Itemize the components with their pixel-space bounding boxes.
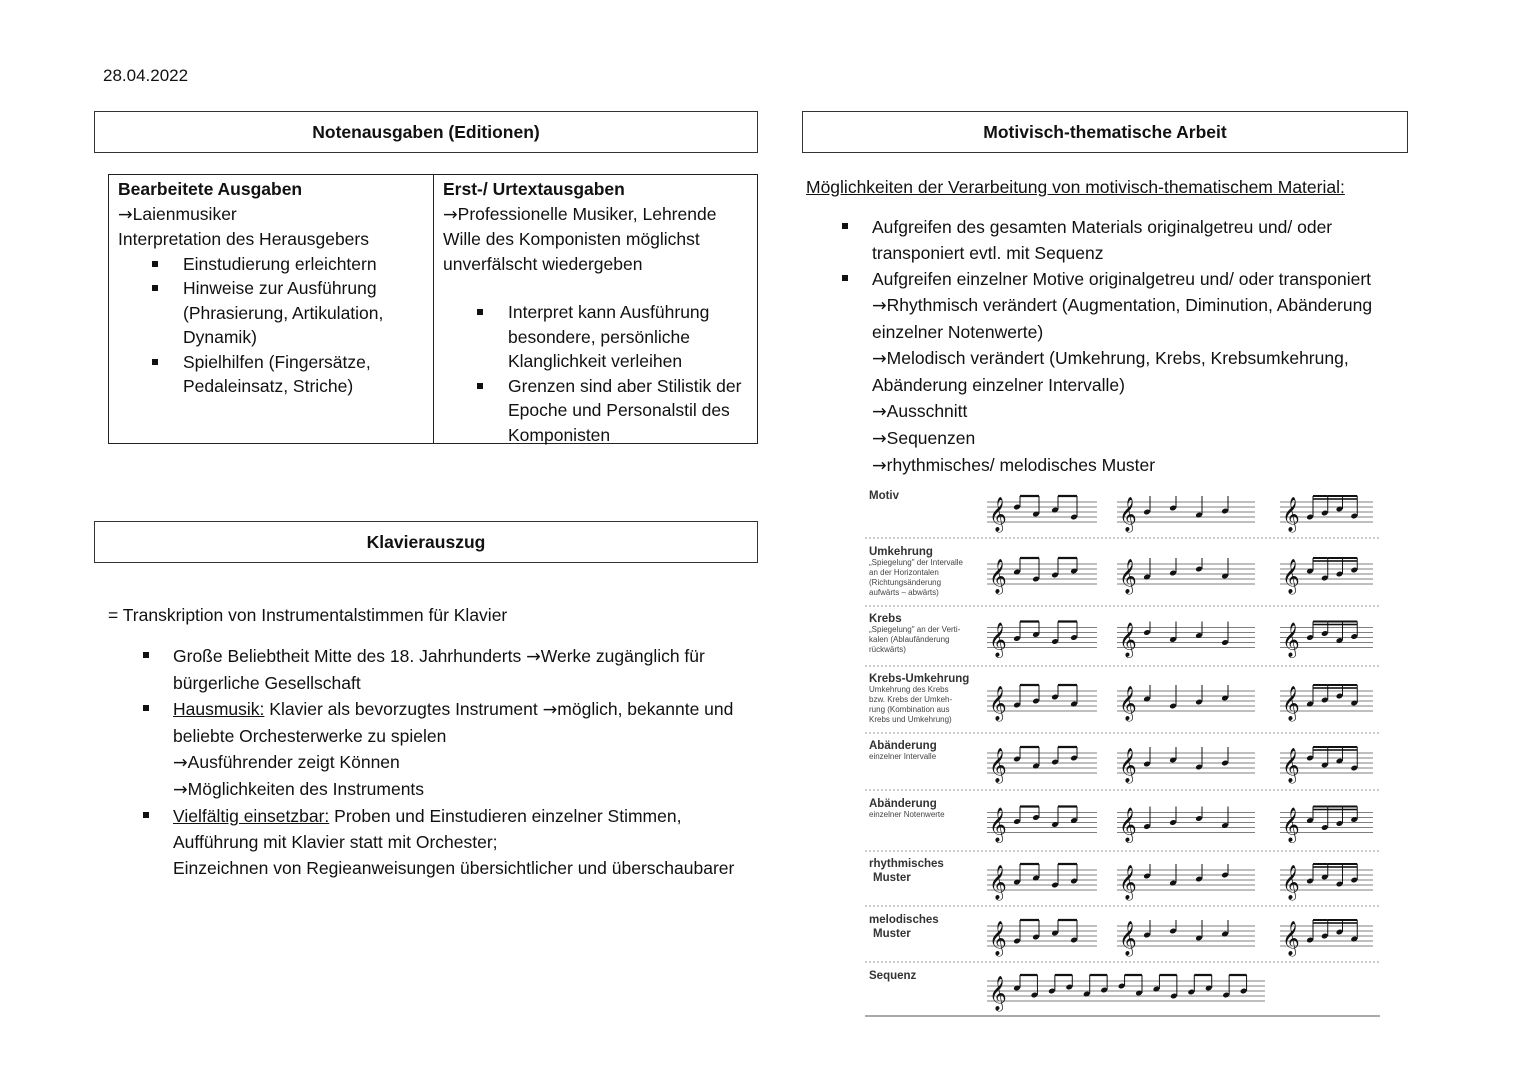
editions-title: Notenausgaben (Editionen) [312,121,540,142]
music-row-label: Abänderung [869,798,937,810]
motivisch-title: Motivisch-thematische Arbeit [983,121,1227,142]
list-item: Vielfältig einsetzbar: Proben und Einstudieren einzelner Stimmen, Aufführung mit Klavier statt mit Orchester; Einzeichnen von Regieanweisungen übersichtlicher und überschaubarer [108,803,768,881]
music-row-sublabel: aufwärts – abwärts) [869,588,939,597]
treble-clef-icon: 𝄞 [1119,559,1137,594]
music-example-row [865,740,1380,790]
list-item: Spielhilfen (Fingersätze, Pedaleinsatz, Striche) [118,350,424,399]
editions-title-box [94,111,758,153]
music-row-sublabel: bzw. Krebs der Umkeh- [869,695,953,704]
treble-clef-icon: 𝄞 [1119,748,1137,783]
music-row-sublabel: an der Horizontalen [869,568,939,577]
klavierauszug-title: Klavierauszug [366,531,486,552]
sub-item: →Sequenzen [872,428,976,449]
edited-editions-audience: →Laienmusiker [118,203,237,225]
urtext-editions-heading: Erst-/ Urtextausgaben [443,179,625,199]
music-row-sublabel: rückwärts) [869,645,906,654]
music-staff [987,622,1097,659]
music-example-row [865,613,1380,666]
music-staff [987,807,1097,844]
klavierauszug-title-box [94,521,758,563]
music-staff [987,685,1097,722]
music-staff [1280,920,1373,957]
list-item: Große Beliebtheit Mitte des 18. Jahrhunderts →Werke zugänglich für bürgerliche Gesellschaft [108,643,768,696]
music-row-sublabel: Krebs und Umkehrung) [869,715,952,724]
motivisch-heading: Möglichkeiten der Verarbeitung von motivisch-thematischem Material: [806,177,1345,197]
music-row-label: Krebs-Umkehrung [869,673,970,685]
treble-clef-icon: 𝄞 [989,807,1007,843]
sub-item: →Melodisch verändert (Umkehrung, Krebs, Krebsumkehrung, Abänderung einzelner Intervalle) [872,348,1349,395]
klavierauszug-bullets [108,643,768,881]
music-examples-figure [865,485,1385,1020]
music-row-sublabel: einzelner Notenwerte [869,810,945,819]
arrow-icon: → [872,429,887,449]
music-row-label: Umkehrung [869,546,933,558]
editions-table [108,174,758,444]
arrow-icon: → [872,402,887,422]
music-example-row [865,490,1380,538]
klavierauszug-content [108,602,768,881]
klavierauszug-definition: = Transkription von Instrumentalstimmen für Klavier [108,605,508,625]
treble-clef-icon: 𝄞 [1282,497,1300,532]
music-staff [1117,496,1255,533]
music-staff [1117,558,1255,595]
treble-clef-icon: 𝄞 [989,497,1007,532]
music-staff [1280,496,1373,533]
treble-clef-icon: 𝄞 [989,921,1007,956]
music-staff [1280,558,1373,595]
music-staff [1117,920,1255,957]
music-row-sublabel: einzelner Intervalle [869,752,937,761]
music-row-label: Muster [873,872,911,884]
music-staff [987,747,1097,784]
arrow-icon: → [173,780,188,800]
music-staff [1280,747,1373,784]
music-staff [1117,685,1255,722]
treble-clef-icon: 𝄞 [1282,686,1300,721]
urtext-editions-line: Wille des Komponisten möglichst unverfälscht wiedergeben [443,229,700,274]
edited-editions-line: Interpretation des Herausgebers [118,229,369,249]
music-staff [1117,864,1255,901]
treble-clef-icon: 𝄞 [1119,865,1137,900]
arrow-icon: → [542,700,558,720]
list-item: Aufgreifen des gesamten Materials originalgetreu und/ oder transponiert evtl. mit Sequenz [806,214,1426,266]
motivisch-content [806,174,1426,479]
treble-clef-icon: 𝄞 [989,686,1007,721]
music-staff [1280,807,1373,844]
music-example-row [865,673,1380,733]
music-row-label: melodisches [869,914,939,926]
music-staff [987,558,1097,595]
list-item: Grenzen sind aber Stilistik der Epoche und Personalstil des Komponisten [443,374,748,448]
treble-clef-icon: 𝄞 [989,976,1007,1011]
music-example-row [865,914,1380,962]
music-staff [987,864,1097,901]
music-staff [1280,864,1373,901]
music-staff [1280,622,1373,659]
sub-item: →Rhythmisch verändert (Augmentation, Diminution, Abänderung einzelner Notenwerte) [872,295,1373,342]
arrow-icon: → [443,204,458,225]
music-row-label: Muster [873,928,911,940]
list-item: Einstudierung erleichtern [118,252,424,277]
edited-editions-heading: Bearbeitete Ausgaben [118,179,303,199]
music-staff [987,975,1265,1012]
motivisch-bullets [806,214,1426,479]
list-item: Interpret kann Ausführung besondere, persönliche Klanglichkeit verleihen [443,300,748,374]
treble-clef-icon: 𝄞 [989,622,1007,658]
arrow-icon: → [526,647,541,667]
treble-clef-icon: 𝄞 [1282,807,1300,843]
treble-clef-icon: 𝄞 [1119,622,1137,658]
music-row-sublabel: Umkehrung des Krebs [869,685,949,694]
treble-clef-icon: 𝄞 [1282,921,1300,956]
treble-clef-icon: 𝄞 [989,865,1007,900]
arrow-icon: → [173,753,188,773]
sub-item: →Ausschnitt [872,401,968,422]
treble-clef-icon: 𝄞 [1282,559,1300,594]
list-item: Aufgreifen einzelner Motive originalgetreu und/ oder transponiert →Rhythmisch verändert (Augmentation, Diminution, Abänderung einzelner Notenwerte) →Melodisch verändert (Umkehrung, Krebs, Krebsumkehrung, Abänderung einzelner Intervalle) →Ausschnitt →Sequenzen →rhythmisches/ melodisches Muster [806,266,1426,479]
music-row-sublabel: (Richtungsänderung [869,578,942,587]
treble-clef-icon: 𝄞 [1282,748,1300,783]
arrow-icon: → [872,456,887,476]
music-staff [987,920,1097,957]
music-staff [1117,747,1255,784]
treble-clef-icon: 𝄞 [1119,807,1137,843]
treble-clef-icon: 𝄞 [1119,686,1137,721]
treble-clef-icon: 𝄞 [1119,921,1137,956]
music-row-sublabel: rung (Kombination aus [869,705,950,714]
music-row-label: rhythmisches [869,858,944,870]
treble-clef-icon: 𝄞 [989,748,1007,783]
music-example-row [865,546,1380,606]
music-notation-svg [865,485,1385,1020]
arrow-icon: → [118,204,133,225]
music-staff [987,496,1097,533]
treble-clef-icon: 𝄞 [1119,497,1137,532]
list-item: Hinweise zur Ausführung (Phrasierung, Artikulation, Dynamik) [118,276,424,350]
urtext-editions-column [434,175,757,443]
treble-clef-icon: 𝄞 [1282,865,1300,900]
motivisch-sub-list [872,292,1426,479]
motivisch-title-box [802,111,1408,153]
music-example-row [865,858,1380,906]
urtext-editions-audience: →Professionelle Musiker, Lehrende [443,203,717,225]
music-staff [1117,807,1255,844]
music-example-row [865,798,1380,851]
music-staff [1280,685,1373,722]
music-row-label: Sequenz [869,970,917,982]
music-row-sublabel: „Spiegelung" an der Verti- [869,625,961,634]
date: 28.04.2022 [103,66,189,85]
music-example-row [865,970,1380,1016]
music-row-sublabel: kalen (Ablaufänderung [869,635,950,644]
music-staff [1117,622,1255,659]
arrow-icon: → [872,349,887,369]
edited-editions-column [109,175,434,443]
list-item: Hausmusik: Klavier als bevorzugtes Instrument →möglich, bekannte und beliebte Orchesterwerke zu spielen →Ausführender zeigt Können →Möglichkeiten des Instruments [108,696,768,803]
music-row-label: Motiv [869,490,900,502]
urtext-editions-bullets [443,300,748,447]
music-row-label: Abänderung [869,740,937,752]
treble-clef-icon: 𝄞 [1282,622,1300,658]
sub-item: →rhythmisches/ melodisches Muster [872,455,1156,476]
music-row-sublabel: „Spiegelung" der Intervalle [869,558,964,567]
treble-clef-icon: 𝄞 [989,559,1007,594]
music-row-label: Krebs [869,613,902,625]
arrow-icon: → [872,296,887,316]
edited-editions-bullets [118,252,424,399]
